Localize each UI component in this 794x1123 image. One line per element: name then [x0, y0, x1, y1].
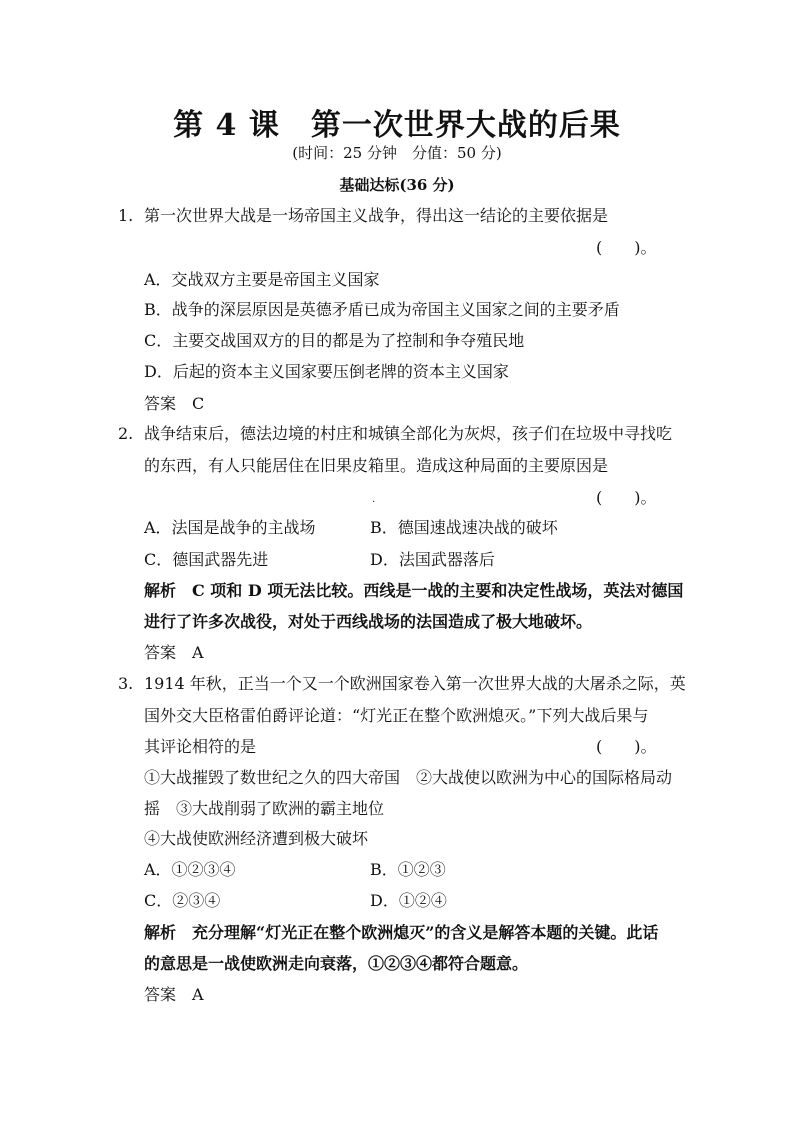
question-3-item-line-3: ④大战使欧洲经济遭到极大破坏	[144, 829, 369, 848]
question-3-option-b: B．①②③	[370, 860, 446, 879]
question-3-analysis-line-2: 的意思是一战使欧洲走向衰落，①②③④都符合题意。	[144, 954, 529, 973]
question-2-stem-line-1: 战争结束后，德法边境的村庄和城镇全部化为灰烬，孩子们在垃圾中寻找吃	[144, 424, 673, 443]
section-heading: 基础达标(36 分)	[339, 176, 455, 194]
answer-label: 答案	[144, 985, 177, 1004]
question-3-option-c: C．②③④	[144, 891, 221, 910]
question-3-stem-line-2: 国外交大臣格雷伯爵评论道：“灯光正在整个欧洲熄灭。”下列大战后果与	[144, 706, 649, 725]
analysis-label: 解析	[144, 581, 177, 600]
time-score-info: (时间：25 分钟 分值：50 分)	[292, 144, 502, 162]
question-2-option-d: D．法国武器落后	[370, 550, 495, 569]
question-2-analysis-line-2: 进行了许多次战役，对处于西线战场的法国造成了极大地破坏。	[144, 612, 593, 631]
question-2-answer	[144, 643, 204, 663]
question-1-stem: 第一次世界大战是一场帝国主义战争，得出这一结论的主要依据是	[144, 206, 609, 225]
question-2-number: 2.	[118, 424, 134, 443]
question-3-number: 3.	[118, 674, 134, 693]
question-2-option-c: C．德国武器先进	[144, 550, 269, 569]
question-1-option-b: B．战争的深层原因是英德矛盾已成为帝国主义国家之间的主要矛盾	[144, 300, 620, 319]
question-3-answer	[144, 985, 204, 1005]
stray-dot: .	[372, 494, 376, 505]
question-1-option-d: D．后起的资本主义国家要压倒老牌的资本主义国家	[144, 362, 509, 381]
question-2-option-a: A．法国是战争的主战场	[144, 518, 316, 537]
question-2-answer-blank: ( )。	[596, 488, 657, 507]
question-2-analysis-line-1	[144, 581, 683, 601]
question-3-item-line-1: ①大战摧毁了数世纪之久的四大帝国 ②大战使以欧洲为中心的国际格局动	[144, 768, 673, 787]
question-3-analysis-text-1: 充分理解“灯光正在整个欧洲熄灭”的含义是解答本题的关键。此话	[192, 923, 659, 942]
question-1-option-c: C．主要交战国双方的目的都是为了控制和争夺殖民地	[144, 331, 525, 350]
lesson-title: 第 4 课 第一次世界大战的后果	[173, 108, 621, 143]
question-3-option-a: A．①②③④	[144, 860, 236, 879]
question-3-answer-value: A	[192, 985, 204, 1004]
question-3-answer-blank: ( )。	[596, 737, 657, 756]
question-3-option-d: D．①②④	[370, 891, 447, 910]
question-3-item-line-2: 摇 ③大战削弱了欧洲的霸主地位	[144, 799, 385, 818]
question-1-answer	[144, 394, 204, 414]
answer-label: 答案	[144, 394, 177, 413]
question-3-stem-line-1: 1914 年秋，正当一个又一个欧洲国家卷入第一次世界大战的大屠杀之际，英	[144, 674, 686, 693]
analysis-label: 解析	[144, 923, 177, 942]
question-1-answer-value: C	[192, 394, 205, 413]
answer-label: 答案	[144, 643, 177, 662]
question-2-option-b: B．德国速战速决战的破坏	[370, 518, 558, 537]
question-2-stem-line-2: 的东西，有人只能居住在旧果皮箱里。造成这种局面的主要原因是	[144, 456, 609, 475]
question-3-analysis-line-1	[144, 923, 658, 943]
question-1-answer-blank: ( )。	[596, 238, 657, 257]
question-1-option-a: A．交战双方主要是帝国主义国家	[144, 270, 380, 289]
question-3-stem-line-3: 其评论相符的是	[144, 737, 257, 756]
question-2-answer-value: A	[192, 643, 204, 662]
question-2-analysis-text-1: C 项和 D 项无法比较。西线是一战的主要和决定性战场，英法对德国	[192, 581, 684, 600]
question-1-number: 1.	[118, 206, 134, 225]
